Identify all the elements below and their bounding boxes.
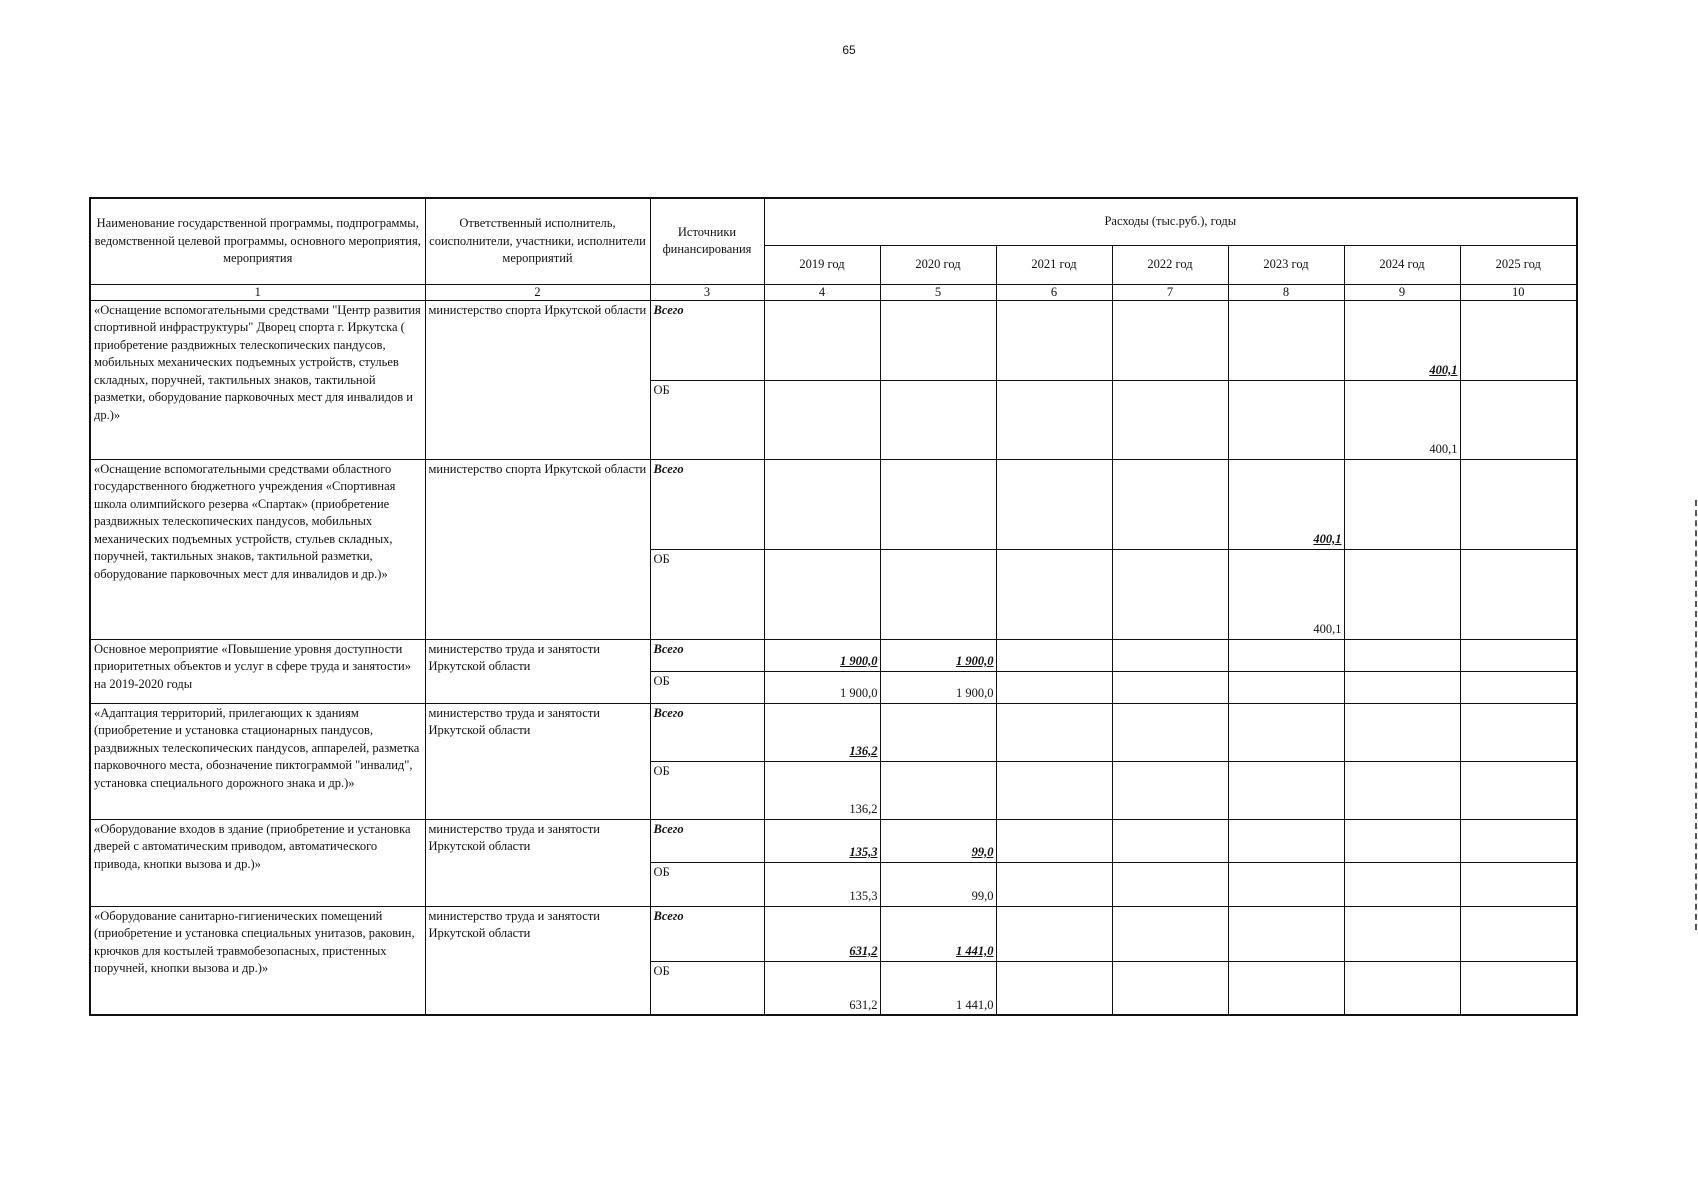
total-value-cell [880, 819, 996, 862]
ob-value-cell [1460, 380, 1577, 459]
ob-value-cell [1344, 549, 1460, 639]
column-number: 1 [90, 284, 425, 300]
ob-value-cell: 136,2 [764, 761, 880, 819]
header-year: 2025 год [1460, 245, 1577, 284]
total-value-cell [1112, 639, 1228, 671]
ob-value-cell [996, 380, 1112, 459]
ob-value-cell [1344, 862, 1460, 906]
total-value-cell [996, 459, 1112, 549]
total-value-cell [1460, 639, 1577, 671]
column-number: 9 [1344, 284, 1460, 300]
measure-name-cell: «Оснащение вспомогательными средствами областного государственного бюджетного учреждения «Спортивная школа олимпийского резерва «Спартак» (приобретение раздвижных телескопических пандусов, мобильных механических подъемных устройств, стульев складных, поручней, тактильных знаков, тактильной разметки, оборудование парковочных мест для инвалидов и др.)» [90, 459, 425, 639]
total-value: 400,1 [1429, 363, 1458, 377]
total-value-cell [996, 639, 1112, 671]
total-value-cell [1228, 819, 1344, 862]
total-value-cell [764, 819, 880, 862]
ob-value-cell [1460, 862, 1577, 906]
source-total-label: Всего [653, 461, 684, 476]
header-year: 2021 год [996, 245, 1112, 284]
total-value-cell [1344, 639, 1460, 671]
executor-cell: министерство труда и занятости Иркутской области [425, 639, 650, 703]
ob-value-cell: 1 900,0 [764, 671, 880, 703]
total-value: 99,0 [971, 845, 994, 859]
total-value-cell [1112, 459, 1228, 549]
source-total-label: Всего [653, 705, 684, 720]
ob-value-cell [996, 761, 1112, 819]
total-value-cell [764, 300, 880, 380]
column-number: 6 [996, 284, 1112, 300]
ob-value-cell [880, 380, 996, 459]
source-cell [650, 639, 764, 671]
header-year: 2020 год [880, 245, 996, 284]
total-value: 400,1 [1313, 532, 1342, 546]
ob-value-cell [1460, 761, 1577, 819]
table-row [90, 819, 1577, 862]
source-total-label: Всего [653, 908, 684, 923]
ob-value-cell [764, 380, 880, 459]
total-value: 136,2 [849, 744, 878, 758]
total-value-cell [1228, 459, 1344, 549]
ob-value-cell: 631,2 [764, 961, 880, 1015]
measure-name-cell: «Оборудование санитарно-гигиенических помещений (приобретение и установка специальных унитазов, раковин, крючков для костылей травмобезопасных, пристенных поручней, кнопки вызова и др.)» [90, 906, 425, 1015]
ob-value-cell [1112, 380, 1228, 459]
ob-value-cell [1460, 961, 1577, 1015]
total-value: 1 900,0 [840, 654, 878, 668]
total-value-cell [1228, 906, 1344, 961]
ob-value-cell [1228, 862, 1344, 906]
total-value-cell [764, 639, 880, 671]
ob-value-cell: 99,0 [880, 862, 996, 906]
ob-value-cell [1228, 671, 1344, 703]
header-expenses-group: Расходы (тыс.руб.), годы [764, 198, 1577, 245]
source-ob-label: ОБ [650, 671, 764, 703]
total-value-cell [880, 639, 996, 671]
ob-value-cell [1112, 961, 1228, 1015]
total-value-cell [1460, 300, 1577, 380]
executor-cell: министерство труда и занятости Иркутской области [425, 819, 650, 906]
total-value-cell [1344, 703, 1460, 761]
ob-value-cell [1344, 761, 1460, 819]
scan-edge-mark [1692, 500, 1697, 930]
header-executor: Ответственный исполнитель, соисполнители, участники, исполнители мероприятий [425, 198, 650, 284]
ob-value-cell [996, 671, 1112, 703]
total-value-cell [1460, 459, 1577, 549]
header-year: 2019 год [764, 245, 880, 284]
ob-value-cell [1228, 961, 1344, 1015]
executor-cell: министерство спорта Иркутской области [425, 300, 650, 459]
source-total-label: Всего [653, 641, 684, 656]
source-cell [650, 459, 764, 549]
ob-value-cell [1344, 671, 1460, 703]
source-total-label: Всего [653, 821, 684, 836]
ob-value-cell [764, 549, 880, 639]
total-value-cell [1112, 703, 1228, 761]
total-value-cell [1344, 819, 1460, 862]
source-cell [650, 906, 764, 961]
source-ob-label: ОБ [650, 761, 764, 819]
total-value-cell [1344, 906, 1460, 961]
executor-cell: министерство труда и занятости Иркутской области [425, 703, 650, 819]
total-value: 1 441,0 [956, 944, 994, 958]
ob-value-cell [1112, 862, 1228, 906]
header-program-name: Наименование государственной программы, подпрограммы, ведомственной целевой программы, основного мероприятия, мероприятия [90, 198, 425, 284]
ob-value-cell [1228, 761, 1344, 819]
total-value-cell [996, 906, 1112, 961]
ob-value-cell [1112, 549, 1228, 639]
total-value-cell [1112, 300, 1228, 380]
total-value-cell [1344, 300, 1460, 380]
table-row [90, 639, 1577, 671]
source-ob-label: ОБ [650, 549, 764, 639]
total-value-cell [880, 703, 996, 761]
header-year: 2022 год [1112, 245, 1228, 284]
measure-name-cell: «Адаптация территорий, прилегающих к зданиям (приобретение и установка стационарных пандусов, раздвижных телескопических пандусов, аппарелей, разметка парковочного места, обозначение пиктограммой "инвалид", установка специального дорожного знака и др.)» [90, 703, 425, 819]
header-year: 2023 год [1228, 245, 1344, 284]
total-value-cell [880, 906, 996, 961]
source-cell [650, 819, 764, 862]
total-value-cell [1228, 639, 1344, 671]
ob-value-cell: 1 441,0 [880, 961, 996, 1015]
column-number: 10 [1460, 284, 1577, 300]
source-ob-label: ОБ [650, 380, 764, 459]
ob-value-cell [996, 961, 1112, 1015]
ob-value-cell [1460, 549, 1577, 639]
measure-name-cell: «Оборудование входов в здание (приобретение и установка дверей с автоматическим приводом, автоматического привода, кнопки вызова и др.)» [90, 819, 425, 906]
ob-value-cell: 400,1 [1344, 380, 1460, 459]
executor-cell: министерство спорта Иркутской области [425, 459, 650, 639]
column-number: 8 [1228, 284, 1344, 300]
column-number: 5 [880, 284, 996, 300]
total-value-cell [764, 459, 880, 549]
table-body [90, 300, 1577, 1015]
total-value-cell [1228, 300, 1344, 380]
total-value-cell [1460, 703, 1577, 761]
ob-value-cell [1112, 671, 1228, 703]
total-value-cell [880, 459, 996, 549]
total-value-cell [1460, 819, 1577, 862]
total-value-cell [1344, 459, 1460, 549]
ob-value-cell [1112, 761, 1228, 819]
ob-value-cell [880, 761, 996, 819]
total-value-cell [1112, 819, 1228, 862]
source-cell [650, 300, 764, 380]
column-number: 3 [650, 284, 764, 300]
ob-value-cell: 1 900,0 [880, 671, 996, 703]
table-row [90, 459, 1577, 549]
total-value: 1 900,0 [956, 654, 994, 668]
total-value-cell [764, 906, 880, 961]
measure-name-cell: Основное мероприятие «Повышение уровня доступности приоритетных объектов и услуг в сфере труда и занятости» на 2019-2020 годы [90, 639, 425, 703]
page-number: 65 [842, 43, 856, 57]
ob-value-cell [996, 862, 1112, 906]
table-row [90, 906, 1577, 961]
ob-value-cell [880, 549, 996, 639]
source-ob-label: ОБ [650, 862, 764, 906]
source-ob-label: ОБ [650, 961, 764, 1015]
header-year: 2024 год [1344, 245, 1460, 284]
budget-table [89, 197, 1578, 1016]
header-funding-source: Источники финансирования [650, 198, 764, 284]
ob-value-cell: 135,3 [764, 862, 880, 906]
total-value-cell [1112, 906, 1228, 961]
ob-value-cell [996, 549, 1112, 639]
total-value-cell [1460, 906, 1577, 961]
column-number: 7 [1112, 284, 1228, 300]
column-number: 2 [425, 284, 650, 300]
table-row [90, 703, 1577, 761]
total-value-cell [996, 300, 1112, 380]
source-total-label: Всего [653, 302, 684, 317]
table-row [90, 300, 1577, 380]
total-value-cell [996, 819, 1112, 862]
measure-name-cell: «Оснащение вспомогательными средствами "Центр развития спортивной инфраструктуры" Дворец спорта г. Иркутска ( приобретение раздвижных телескопических пандусов, мобильных механических подъемных устройств, стульев складных, поручней, тактильных знаков, тактильной разметки, оборудование парковочных мест для инвалидов и др.)» [90, 300, 425, 459]
total-value-cell [880, 300, 996, 380]
total-value: 135,3 [849, 845, 878, 859]
column-number: 4 [764, 284, 880, 300]
total-value-cell [1228, 703, 1344, 761]
ob-value-cell [1460, 671, 1577, 703]
total-value: 631,2 [849, 944, 878, 958]
ob-value-cell: 400,1 [1228, 549, 1344, 639]
ob-value-cell [1228, 380, 1344, 459]
total-value-cell [996, 703, 1112, 761]
source-cell [650, 703, 764, 761]
ob-value-cell [1344, 961, 1460, 1015]
total-value-cell [764, 703, 880, 761]
executor-cell: министерство труда и занятости Иркутской области [425, 906, 650, 1015]
